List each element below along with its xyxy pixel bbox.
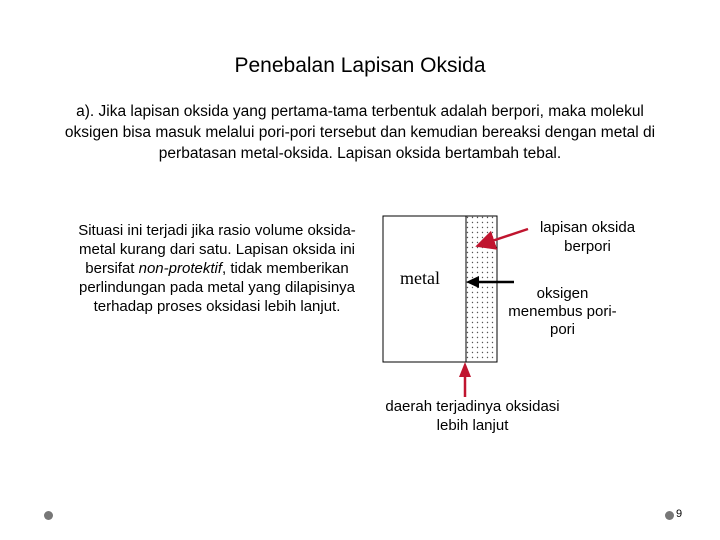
footer-dot-right [665,511,674,520]
situation-text-start: Situasi ini terjadi jika rasio volume oksida-metal kurang dari satu. Lapisan oksida ini bersifat [78,222,356,277]
region-arrow-head [459,362,471,377]
metal-block [383,216,466,362]
oxidation-region-label: daerah terjadinya oksidasi lebih lanjut [385,398,560,434]
intro-paragraph: a). Jika lapisan oksida yang pertama-tama terbentuk adalah berpori, maka molekul oksigen bisa masuk melalui pori-pori tersebut dan kemudian bereaksi dengan metal di perbatasan metal-oksida. Lapisan oksida bertambah tebal. [64,103,656,162]
footer-dot-left [44,511,53,520]
porous-oxide-layer [466,216,497,362]
oxygen-label: oksigen menembus pori-pori [508,285,617,338]
situation-text-italic: non-protektif [138,260,223,277]
slide-title: Penebalan Lapisan Oksida [234,54,486,77]
metal-label: metal [400,268,440,288]
page-number: 9 [676,508,683,520]
situation-text-end: , tidak memberikan perlindungan pada metal yang dilapisinya terhadap proses oksidasi lebih lanjut. [78,260,356,315]
porous-layer-label: lapisan oksida berpori [539,219,636,255]
